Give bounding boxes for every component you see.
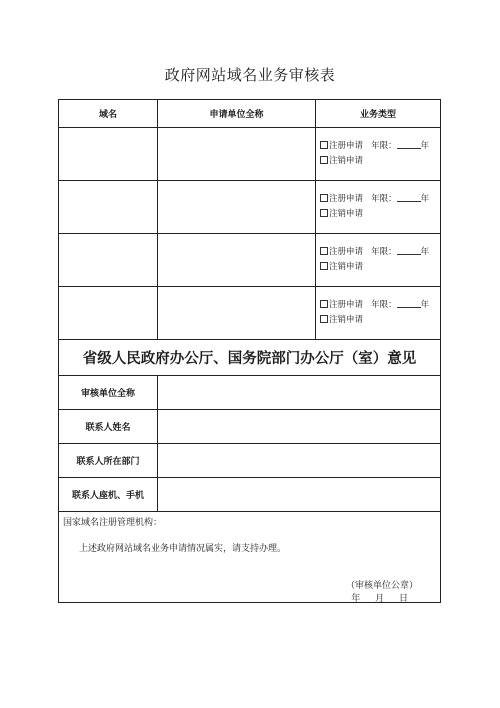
years-label: 年限： [371,141,397,151]
table-row [59,287,441,340]
years-label: 年限： [371,300,397,310]
register-label: 注册申请 [329,300,364,310]
seal-label: （审核单位公章） [345,581,418,591]
contact-name-label: 联系人姓名 [59,410,158,444]
cancel-checkbox[interactable] [320,315,328,323]
register-label: 注册申请 [329,141,364,151]
header-domain: 域名 [59,100,158,128]
applicant-cell[interactable] [158,234,316,287]
register-label: 注册申请 [329,247,364,257]
business-type-cell [316,287,441,340]
contact-dept-field[interactable] [158,444,441,478]
years-suffix: 年 [420,194,430,204]
years-field[interactable] [397,299,421,308]
years-label: 年限： [371,247,397,257]
table-row [59,234,441,287]
cancel-label: 注销申请 [329,262,364,272]
domain-cell[interactable] [59,234,158,287]
years-field[interactable] [397,246,421,255]
registry-statement: 上述政府网站域名业务申请情况属实，请支持办理。 [79,544,287,554]
contact-name-field[interactable] [158,410,441,444]
info-row [59,478,441,512]
header-business-type: 业务类型 [316,100,441,128]
domain-cell[interactable] [59,181,158,234]
table-header-row [59,100,441,128]
cancel-label: 注销申请 [329,156,364,166]
applicant-cell[interactable] [158,128,316,181]
business-type-cell [316,234,441,287]
applicant-cell[interactable] [158,181,316,234]
date-label: 年 月 日 [351,594,414,604]
years-suffix: 年 [420,141,430,151]
cancel-label: 注销申请 [329,209,364,219]
info-row [59,410,441,444]
register-checkbox[interactable] [320,194,328,202]
form-title: 政府网站域名业务审核表 [164,66,336,84]
register-checkbox[interactable] [320,300,328,308]
applicant-cell[interactable] [158,287,316,340]
contact-phone-field[interactable] [158,478,441,512]
review-table [58,99,441,603]
registry-opinion-cell [59,512,441,603]
reviewer-org-label: 审核单位全称 [59,376,158,410]
years-suffix: 年 [420,247,430,257]
business-type-cell [316,128,441,181]
years-label: 年限： [371,194,397,204]
info-row [59,376,441,410]
table-row [59,181,441,234]
registry-opinion-row [59,512,441,603]
cancel-checkbox[interactable] [320,156,328,164]
register-label: 注册申请 [329,194,364,204]
cancel-label: 注销申请 [329,315,364,325]
section-title: 省级人民政府办公厅、国务院部门办公厅（室）意见 [59,340,441,376]
header-applicant: 申请单位全称 [158,100,316,128]
contact-phone-label: 联系人座机、手机 [59,478,158,512]
domain-cell[interactable] [59,128,158,181]
business-type-cell [316,181,441,234]
info-row [59,444,441,478]
cancel-checkbox[interactable] [320,262,328,270]
domain-cell[interactable] [59,287,158,340]
cancel-checkbox[interactable] [320,209,328,217]
section-row [59,340,441,376]
years-suffix: 年 [420,300,430,310]
register-checkbox[interactable] [320,141,328,149]
years-field[interactable] [397,140,421,149]
table-row [59,128,441,181]
reviewer-org-field[interactable] [158,376,441,410]
register-checkbox[interactable] [320,247,328,255]
registry-org-label: 国家域名注册管理机构： [63,518,163,528]
contact-dept-label: 联系人所在部门 [59,444,158,478]
years-field[interactable] [397,193,421,202]
